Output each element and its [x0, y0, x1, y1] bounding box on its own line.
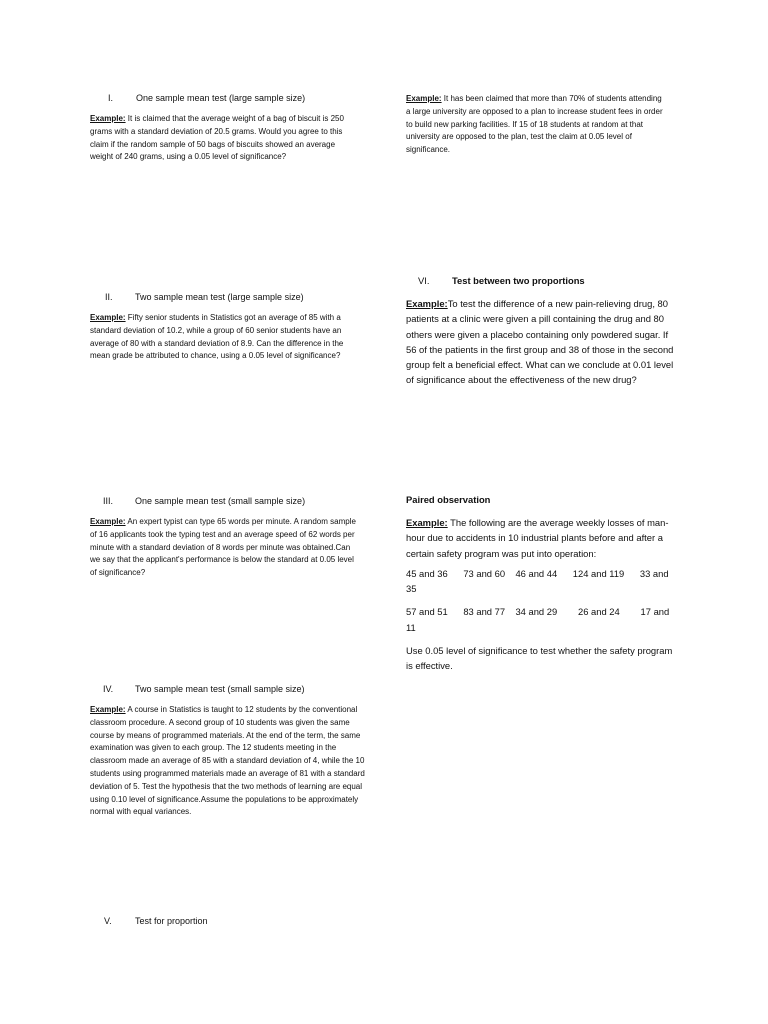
paired-heading: Paired observation: [406, 494, 491, 505]
section-1-title: One sample mean test (large sample size): [136, 93, 306, 103]
section-5-title: Test for proportion: [135, 916, 208, 926]
paired-closing: Use 0.05 level of significance to test whether the safety program is effective.: [406, 645, 673, 672]
example-text: The following are the average weekly losses of man-hour due to accidents in 10 industrial plants before and after a certain safety program was put into operation:: [406, 517, 669, 559]
example-label: Example:: [406, 517, 448, 528]
section-3-heading: [90, 496, 356, 506]
section-2-heading: [90, 292, 355, 302]
section-4-number: IV.: [103, 684, 114, 694]
section-4: [90, 684, 365, 819]
section-3-title: One sample mean test (small sample size): [135, 496, 306, 506]
section-6-heading: [406, 275, 678, 286]
section-2-example: [90, 312, 355, 363]
section-5-example: [406, 93, 666, 157]
example-label: Example:: [90, 517, 126, 526]
section-6-title: Test between two proportions: [452, 275, 585, 286]
example-text: A course in Statistics is taught to 12 students by the conventional classroom procedure. A second group of 10 students was given the same course by means of programmed materials. At the end of the term, the same examination was given to each group. The 12 students meeting in the classroom made an average of 85 with a standard deviation of 4, while the 10 students using programmed materials made an average of 81 with a standard deviation of 5. Test the hypothesis that the two methods of learning are equal using 0.10 level of significance.Assume the populations to be approximately normal with equal variances.: [90, 705, 365, 817]
example-text: Fifty senior students in Statistics got an average of 85 with a standard deviation of 10.2, while a group of 60 senior students have an average of 80 with a standard deviation of 8.9. Can the difference in the mean grade be attributed to chance, using a 0.05 level of significance?: [90, 313, 344, 361]
proportion-example: [406, 93, 666, 157]
example-label: Example:: [406, 298, 448, 309]
example-text: It has been claimed that more than 70% of students attending a large university are opposed to a plan to increase student fees in order to build new parking facilities. If 15 of 18 students at random at that university are opposed to the plan, test the claim at 0.05 level of significance.: [406, 94, 663, 155]
example-label: Example:: [90, 114, 126, 123]
section-3-example: [90, 516, 356, 580]
section-6-example: [406, 296, 678, 388]
section-2-number: II.: [105, 292, 113, 302]
example-text: To test the difference of a new pain-relieving drug, 80 patients at a clinic were given a pill containing the drug and 80 others were given a placebo containing only powdered sugar. If 56 of the patients in the first group and 38 of those in the second group felt a beneficial effect. What can we conclude at 0.01 level of significance about the effectiveness of the new drug?: [406, 298, 674, 386]
section-2: [90, 292, 355, 363]
section-6-number: VI.: [418, 275, 430, 286]
section-3: [90, 496, 356, 580]
section-5-number: V.: [104, 916, 112, 926]
section-4-title: Two sample mean test (small sample size): [135, 684, 305, 694]
example-text: It is claimed that the average weight of a bag of biscuit is 250 grams with a standard deviation of 20.5 grams. Would you agree to this claim if the random sample of 50 bags of biscuits showed an average weight of 240 grams, using a 0.05 level of significance?: [90, 114, 344, 162]
section-3-number: III.: [103, 496, 114, 506]
section-1-example: [90, 113, 360, 164]
section-6: [406, 275, 678, 388]
section-4-heading: [90, 684, 365, 694]
section-1-heading: [90, 93, 360, 103]
example-label: Example:: [90, 705, 126, 714]
section-1: [90, 93, 360, 164]
example-label: Example:: [406, 94, 442, 103]
example-label: Example:: [90, 313, 126, 322]
example-text: An expert typist can type 65 words per minute. A random sample of 16 applicants took the typing test and an average speed of 62 words per minute with a standard deviation of 8 words per minute was obtained.Can we say that the applicant's performance is below the standard at 0.05 level of significance?: [90, 517, 356, 578]
section-4-example: [90, 704, 365, 819]
paired-example: [406, 515, 678, 561]
section-5-heading: [90, 916, 360, 926]
paired-data-row-1: 45 and 36 73 and 60 46 and 44 124 and 119 33 and 35: [406, 567, 672, 595]
paired-data-row-2: 57 and 51 83 and 77 34 and 29 26 and 24 17 and 11: [406, 606, 672, 633]
section-1-number: I.: [108, 93, 114, 103]
section-2-title: Two sample mean test (large sample size): [135, 292, 304, 302]
paired-observation: [406, 494, 678, 674]
section-5: [90, 916, 360, 926]
